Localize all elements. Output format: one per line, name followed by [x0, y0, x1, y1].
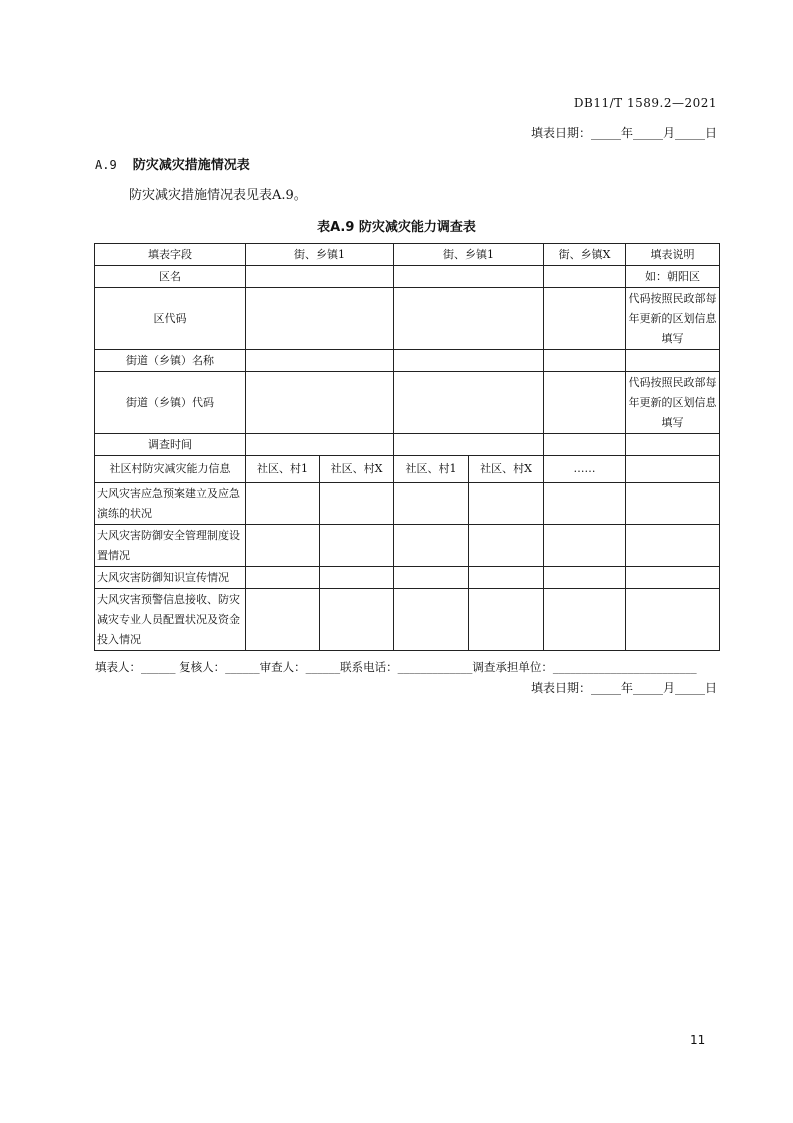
section-number: A.9 — [95, 158, 117, 172]
row-label: 大风灾害预警信息接收、防灾减灾专业人员配置状况及资金投入情况 — [95, 589, 246, 651]
section-heading — [95, 154, 250, 173]
signature-line: 填表人：______ 复核人：______审查人：______联系电话：_____________调查承担单位：_________________________ — [95, 660, 697, 674]
table-row — [95, 589, 720, 651]
table-row — [95, 525, 720, 567]
row-label: 社区村防灾减灾能力信息 — [95, 456, 246, 483]
footer-fill-date: 填表日期：_____年_____月_____日 — [530, 681, 717, 695]
header-street-1b: 街、乡镇1 — [394, 244, 544, 266]
row-label: 街道（乡镇）名称 — [95, 350, 246, 372]
header-street-x: 街、乡镇X — [544, 244, 626, 266]
section-title: 防灾减灾措施情况表 — [132, 158, 250, 173]
row-note: 代码按照民政部每年更新的区划信息填写 — [626, 372, 720, 434]
table-row — [95, 266, 720, 288]
document-code: DB11/T 1589.2—2021 — [573, 96, 717, 110]
header-note: 填表说明 — [626, 244, 720, 266]
header-fill-date: 填表日期：_____年_____月_____日 — [530, 126, 717, 140]
section-paragraph: 防灾减灾措施情况表见表A.9。 — [129, 188, 307, 203]
row-label: 街道（乡镇）代码 — [95, 372, 246, 434]
table-row — [95, 567, 720, 589]
table-row — [95, 288, 720, 350]
row-label: 大风灾害防御安全管理制度设置情况 — [95, 525, 246, 567]
community-cell: 社区、村1 — [394, 456, 469, 483]
header-field: 填表字段 — [95, 244, 246, 266]
row-label: 大风灾害应急预案建立及应急演练的状况 — [95, 483, 246, 525]
row-note: 代码按照民政部每年更新的区划信息填写 — [626, 288, 720, 350]
community-row — [95, 456, 720, 483]
table-row — [95, 372, 720, 434]
header-street-1a: 街、乡镇1 — [246, 244, 394, 266]
community-cell: 社区、村1 — [246, 456, 320, 483]
row-label: 调查时间 — [95, 434, 246, 456]
community-cell: …… — [544, 456, 626, 483]
table-caption: 表A.9 防灾减灾能力调查表 — [317, 220, 476, 235]
table-row — [95, 350, 720, 372]
community-cell: 社区、村X — [320, 456, 394, 483]
row-label: 区名 — [95, 266, 246, 288]
row-note: 如：朝阳区 — [626, 266, 720, 288]
table-row — [95, 483, 720, 525]
row-label: 区代码 — [95, 288, 246, 350]
survey-table — [94, 243, 720, 651]
community-cell: 社区、村X — [469, 456, 544, 483]
table-header-row — [95, 244, 720, 266]
page-number: 11 — [690, 1033, 706, 1047]
table-row — [95, 434, 720, 456]
row-label: 大风灾害防御知识宣传情况 — [95, 567, 246, 589]
